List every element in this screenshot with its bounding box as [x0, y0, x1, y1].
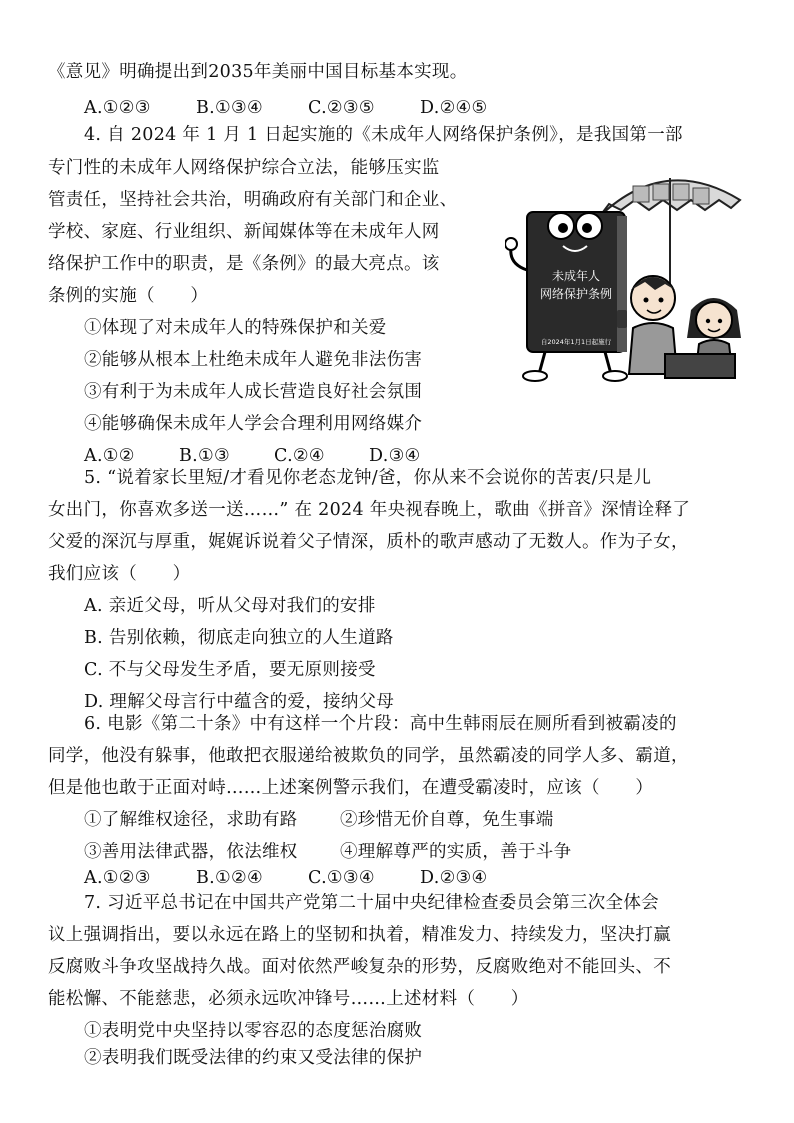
q7-stem-line-1: 7. 习近平总书记在中国共产党第二十届中央纪律检查委员会第三次全体会 — [84, 893, 659, 913]
q6-statements-row-2 — [84, 840, 571, 864]
q3-text-end: 《意见》明确提出到2035年美丽中国目标基本实现。 — [48, 62, 468, 82]
q6-options — [84, 866, 488, 890]
q4-option-b: B.①③ — [179, 446, 230, 466]
book-character — [505, 212, 627, 381]
q4-option-d: D.③④ — [369, 446, 421, 466]
q4-statement-4: ④能够确保未成年人学会合理利用网络媒介 — [84, 414, 423, 434]
q4-statement-1: ①体现了对未成年人的特殊保护和关爱 — [84, 318, 387, 338]
q4-options — [84, 444, 421, 468]
q5-option-c: C. 不与父母发生矛盾，要无原则接受 — [84, 660, 376, 680]
q3-option-b: B.①③④ — [196, 98, 263, 118]
q5-stem-line-1: 5. “说着家长里短/才看见你老态龙钟/爸，你从来不会说你的苦衷/只是儿 — [84, 468, 652, 488]
q7-stem-line-3: 反腐败斗争攻坚战持久战。面对依然严峻复杂的形势，反腐败绝对不能回头、不 — [48, 957, 671, 977]
q6-option-c: C.①③④ — [308, 868, 375, 888]
q6-option-a: A.①②③ — [84, 868, 151, 888]
q4-stem-line-1: 4. 自 2024 年 1 月 1 日起实施的《未成年人网络保护条例》，是我国第一部 — [84, 125, 683, 145]
q6-option-b: B.①②④ — [196, 868, 263, 888]
q4-option-c: C.②④ — [274, 446, 325, 466]
q5-option-d: D. 理解父母言行中蕴含的爱，接纳父母 — [84, 692, 395, 712]
q6-statements-row-1 — [84, 808, 554, 832]
q5-option-a: A. 亲近父母，听从父母对我们的安排 — [84, 596, 376, 616]
q4-stem-line-4: 学校、家庭、行业组织、新闻媒体等在未成年人网 — [48, 222, 440, 242]
q5-stem-line-2: 女出门，你喜欢多送一送……” 在 2024 年央视春晚上，歌曲《拼音》深情诠释了 — [48, 500, 691, 520]
q7-stem-line-2: 议上强调指出，要以永远在路上的坚韧和执着，精准发力、持续发力，坚决打赢 — [48, 925, 671, 945]
q4-stem-line-3: 管责任，坚持社会共治，明确政府有关部门和企业、 — [48, 190, 458, 210]
q6-statement-1: ①了解维权途径，求助有路 — [84, 810, 298, 830]
q6-statement-4: ④理解尊严的实质，善于斗争 — [340, 842, 572, 862]
laptop-icon — [665, 354, 735, 378]
q6-statement-2: ②珍惜无价自尊，免生事端 — [340, 810, 554, 830]
q6-stem-line-1: 6. 电影《第二十条》中有这样一个片段：高中生韩雨辰在厕所看到被霸凌的 — [84, 714, 677, 734]
book-title-line-1: 未成年人 — [551, 269, 601, 283]
q6-stem-line-3: 但是他也敢于正面对峙……上述案例警示我们，在遭受霸凌时，应该（ ） — [48, 778, 654, 798]
q6-stem-line-2: 同学，他没有躲事，他敢把衣服递给被欺负的同学，虽然霸凌的同学人多、霸道， — [48, 746, 689, 766]
q3-options — [84, 96, 488, 120]
q4-stem-line-2: 专门性的未成年人网络保护综合立法，能够压实监 — [48, 158, 440, 178]
q7-stem-line-4: 能松懈、不能慈悲，必须永远吹冲锋号……上述材料（ ） — [48, 989, 529, 1009]
q4-stem-line-5: 络保护工作中的职责，是《条例》的最大亮点。该 — [48, 254, 440, 274]
q5-stem-line-3: 父爱的深沉与厚重，娓娓诉说着父子情深，质朴的歌声感动了无数人。作为子女， — [48, 532, 689, 552]
q3-option-c: C.②③⑤ — [308, 98, 375, 118]
q4-option-a: A.①② — [84, 446, 135, 466]
q6-statement-3: ③善用法律武器，依法维权 — [84, 842, 298, 862]
q6-option-d: D.②③④ — [420, 868, 488, 888]
q4-statement-2: ②能够从根本上杜绝未成年人避免非法伤害 — [84, 350, 423, 370]
q5-option-b: B. 告别依赖，彻底走向独立的人生道路 — [84, 628, 394, 648]
q3-option-a: A.①②③ — [84, 98, 151, 118]
q7-statement-2: ②表明我们既受法律的约束又受法律的保护 — [84, 1048, 423, 1068]
q5-stem-line-4: 我们应该（ ） — [48, 564, 191, 584]
q4-stem-line-6: 条例的实施（ ） — [48, 286, 209, 306]
book-footer: 自2024年1月1日起施行 — [540, 338, 612, 346]
q3-option-d: D.②④⑤ — [420, 98, 488, 118]
q7-statement-1: ①表明党中央坚持以零容忍的态度惩治腐败 — [84, 1021, 423, 1041]
regulation-illustration — [505, 160, 755, 388]
book-title-line-2: 网络保护条例 — [539, 287, 613, 301]
q4-statement-3: ③有利于为未成年人成长营造良好社会氛围 — [84, 382, 423, 402]
